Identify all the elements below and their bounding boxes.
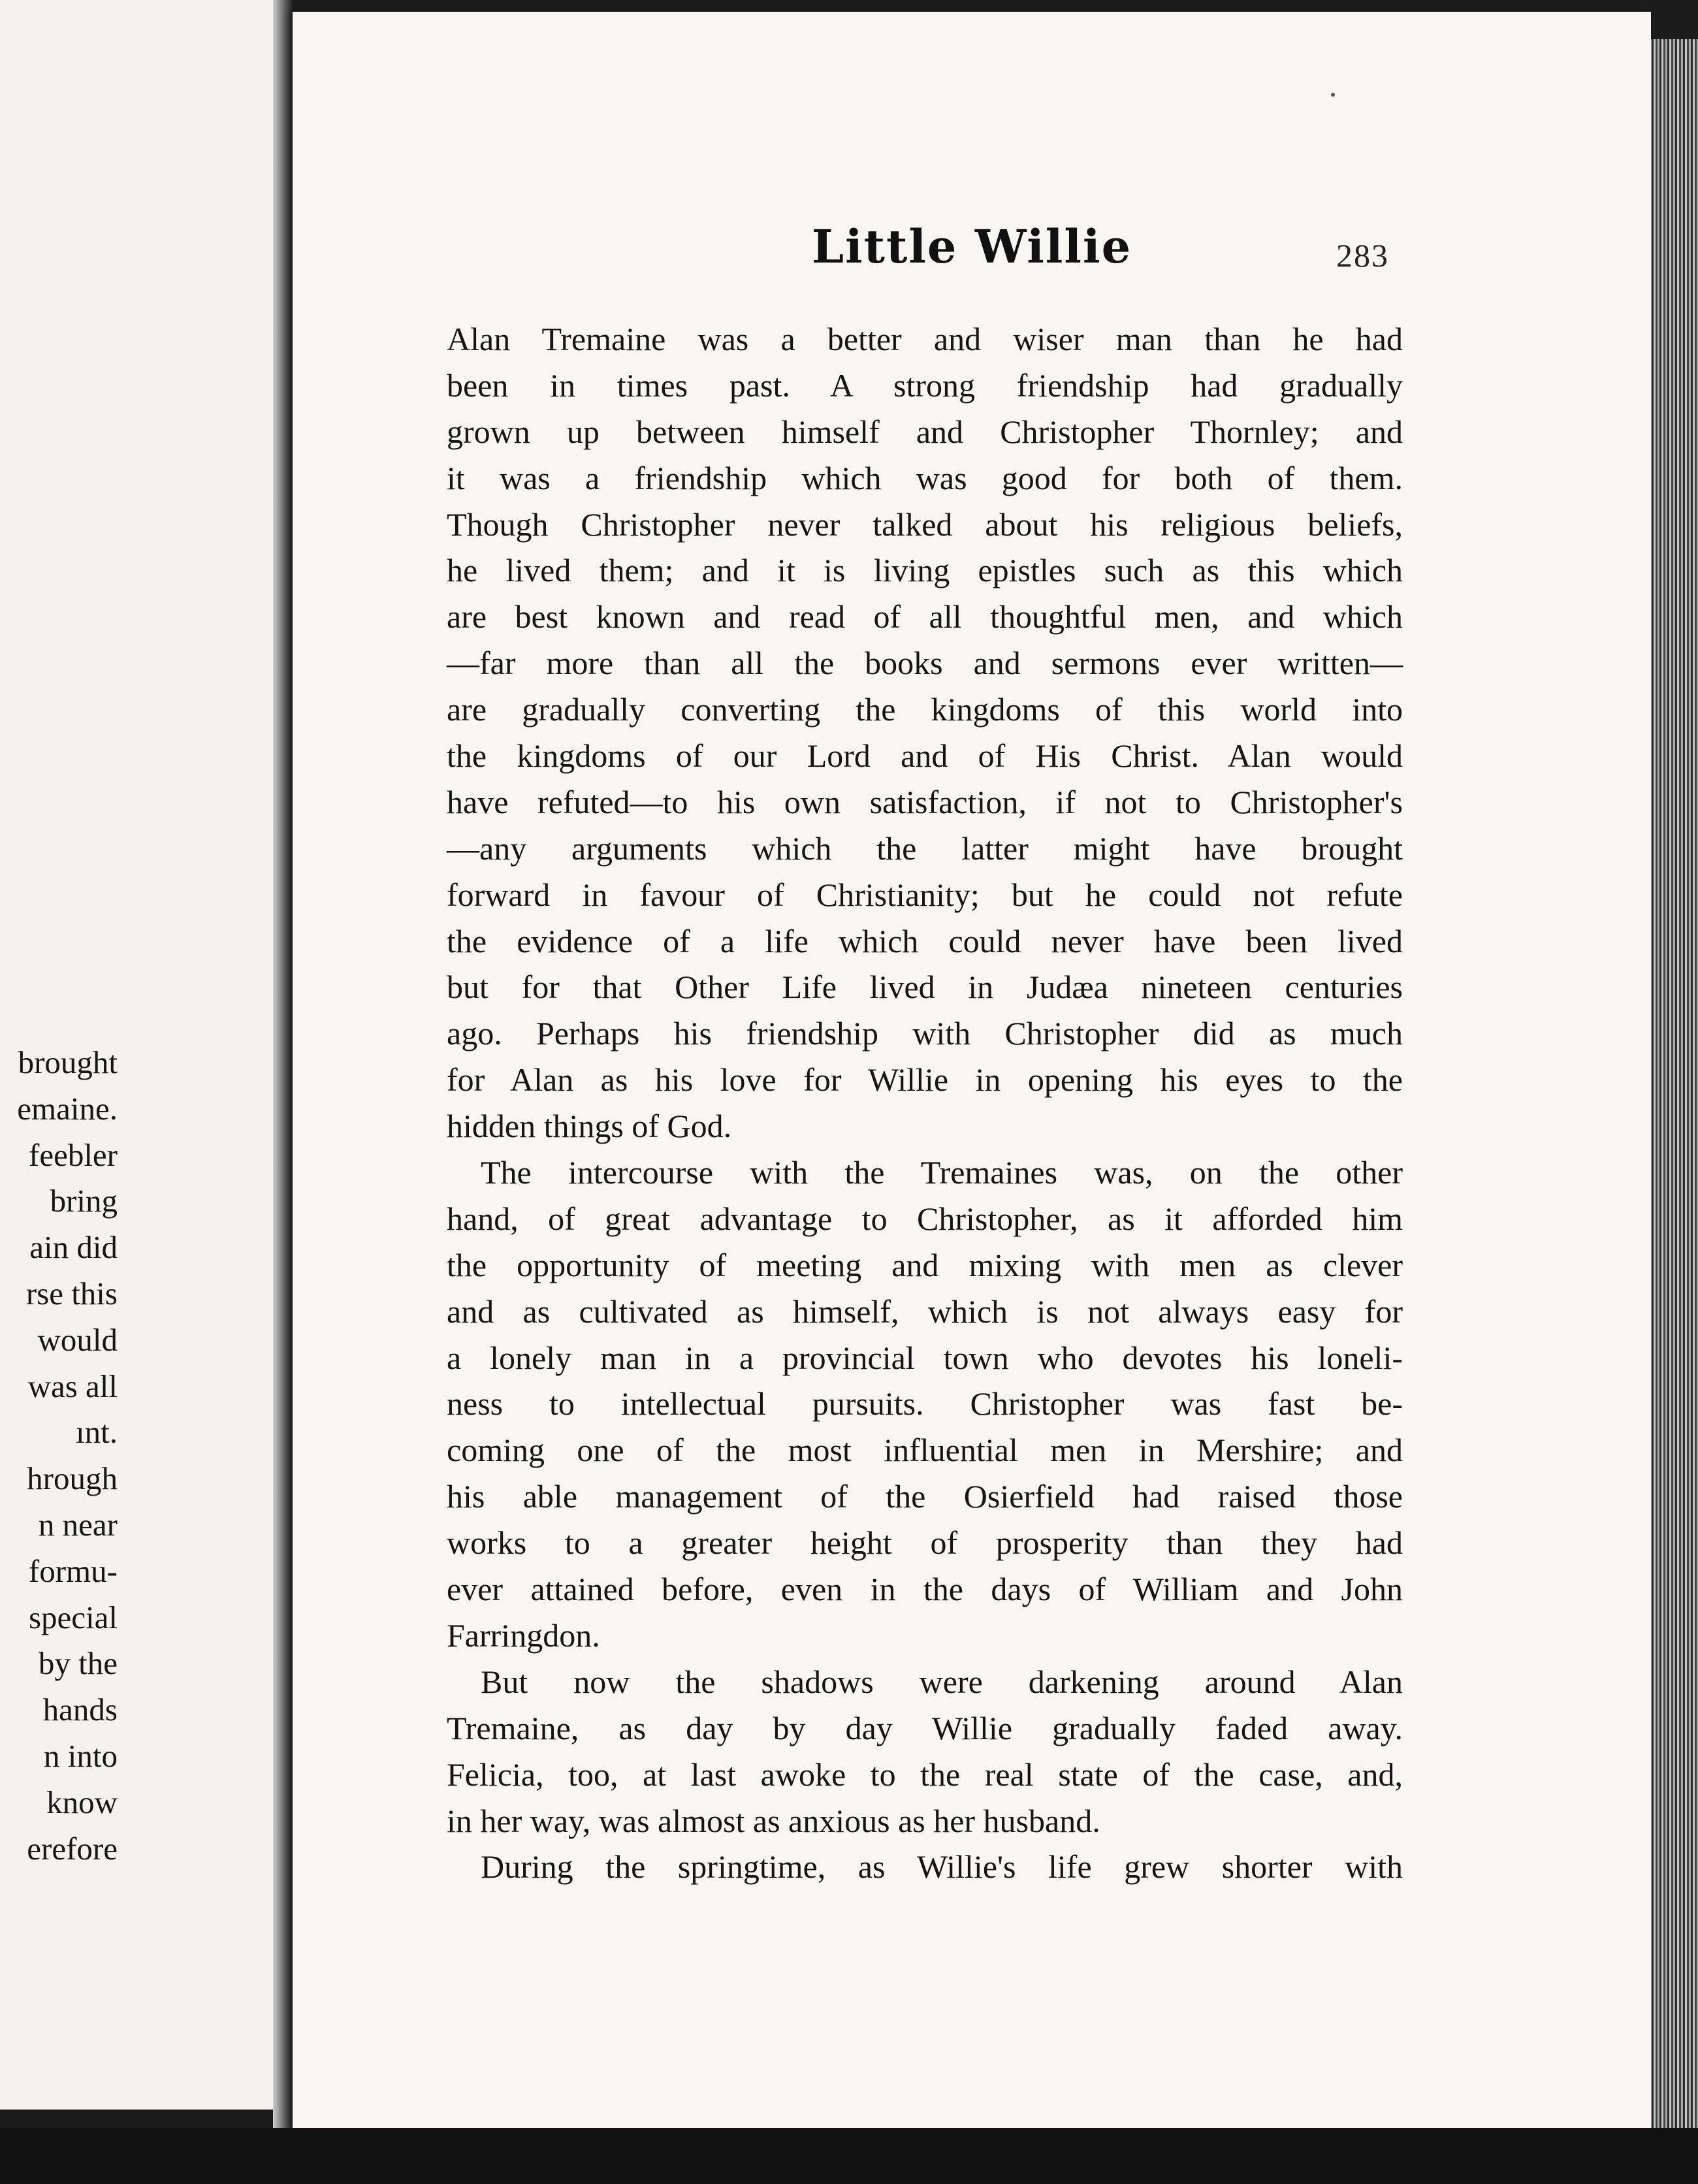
fragment-line: emaine. [17,1090,118,1127]
fragment-line: feebler [29,1136,118,1173]
text-line: he lived them; and it is living epistles such as this which [447,552,1403,589]
text-line: —far more than all the books and sermons ever written— [447,645,1403,682]
text-line: the kingdoms of our Lord and of His Christ. Alan would [447,737,1403,775]
text-line: hidden things of God. [447,1108,732,1145]
fragment-line: ain did [29,1229,118,1266]
text-line: Felicia, too, at last awoke to the real state of the case, and, [447,1756,1403,1793]
fragment-line: would [37,1321,118,1358]
fragment-line: by the [38,1645,118,1682]
fragment-line: n into [44,1737,118,1774]
text-line: —any arguments which the latter might have brought [447,829,1403,867]
text-line: coming one of the most influential men in Mershire; and [447,1432,1403,1469]
fragment-line: bring [50,1183,118,1219]
text-line: During the springtime, as Willie's life grew shorter with [481,1848,1403,1886]
fragment-line: ınt. [76,1414,118,1451]
text-line: the evidence of a life which could never have been lived [447,922,1403,959]
previous-page-text-fragment [0,1040,118,1872]
text-line: forward in favour of Christianity; but he could not refute [447,876,1403,913]
page-number: 283 [1336,237,1389,274]
fragment-line: formu- [28,1552,118,1589]
text-line: for Alan as his love for Willie in opening his eyes to the [447,1061,1403,1099]
text-line: in her way, was almost as anxious as her husband. [447,1802,1100,1839]
text-line: Alan Tremaine was a better and wiser man than he had [447,321,1403,357]
text-line: have refuted—to his own satisfaction, if not to Christopher's [447,783,1403,820]
text-line: ago. Perhaps his friendship with Christopher did as much [447,1015,1403,1052]
fragment-line: n near [38,1506,118,1543]
text-line: grown up between himself and Christopher Thornley; and [447,413,1403,450]
text-line: works to a greater height of prosperity than they had [447,1524,1403,1562]
paragraph-3 [447,1659,1403,1844]
text-line: But now the shadows were darkening around Alan [481,1663,1403,1700]
text-line: are gradually converting the kingdoms of this world into [447,691,1403,728]
running-title: Little Willie [811,219,1132,274]
fragment-line: erefore [27,1830,118,1867]
fragment-line: rse this [25,1275,118,1311]
text-line: hand, of great advantage to Christopher, as it afforded him [447,1200,1403,1237]
text-line: Tremaine, as day by day Willie gradually faded away. [447,1709,1403,1746]
paragraph-4 [447,1844,1403,1890]
running-header [293,219,1651,278]
text-line: a lonely man in a provincial town who devotes his loneli- [447,1339,1403,1376]
page-edges [1646,39,1698,2149]
text-line: been in times past. A strong friendship had gradually [447,366,1403,404]
text-line: are best known and read of all thoughtful men, and which [447,598,1403,635]
text-line: Though Christopher never talked about his religious beliefs, [447,506,1403,543]
text-line: but for that Other Life lived in Judæa nineteen centuries [447,969,1403,1006]
current-page [293,12,1651,2128]
fragment-line: know [46,1784,118,1820]
paper-speck [1331,93,1335,97]
fragment-line: hands [42,1692,118,1728]
body-text [447,316,1403,1890]
text-line: the opportunity of meeting and mixing with men as clever [447,1246,1403,1283]
text-line: his able management of the Osierfield had raised those [447,1478,1403,1515]
previous-page [0,0,287,2110]
book-gutter [273,0,293,2184]
text-line: and as cultivated as himself, which is not always easy for [447,1293,1403,1330]
text-line: The intercourse with the Tremaines was, on the other [481,1154,1403,1191]
fragment-line: hrough [27,1460,118,1497]
text-line: Farringdon. [447,1616,600,1654]
paragraph-2 [447,1149,1403,1659]
fragment-line: was all [27,1368,118,1404]
paragraph-1 [447,316,1403,1149]
text-line: ever attained before, even in the days of William and John [447,1571,1403,1608]
fragment-line: brought [18,1044,118,1080]
fragment-line: special [28,1599,118,1635]
text-line: ness to intellectual pursuits. Christopher was fast be- [447,1385,1403,1422]
text-line: it was a friendship which was good for both of them. [447,459,1403,496]
scan-bottom-edge [0,2128,1698,2184]
